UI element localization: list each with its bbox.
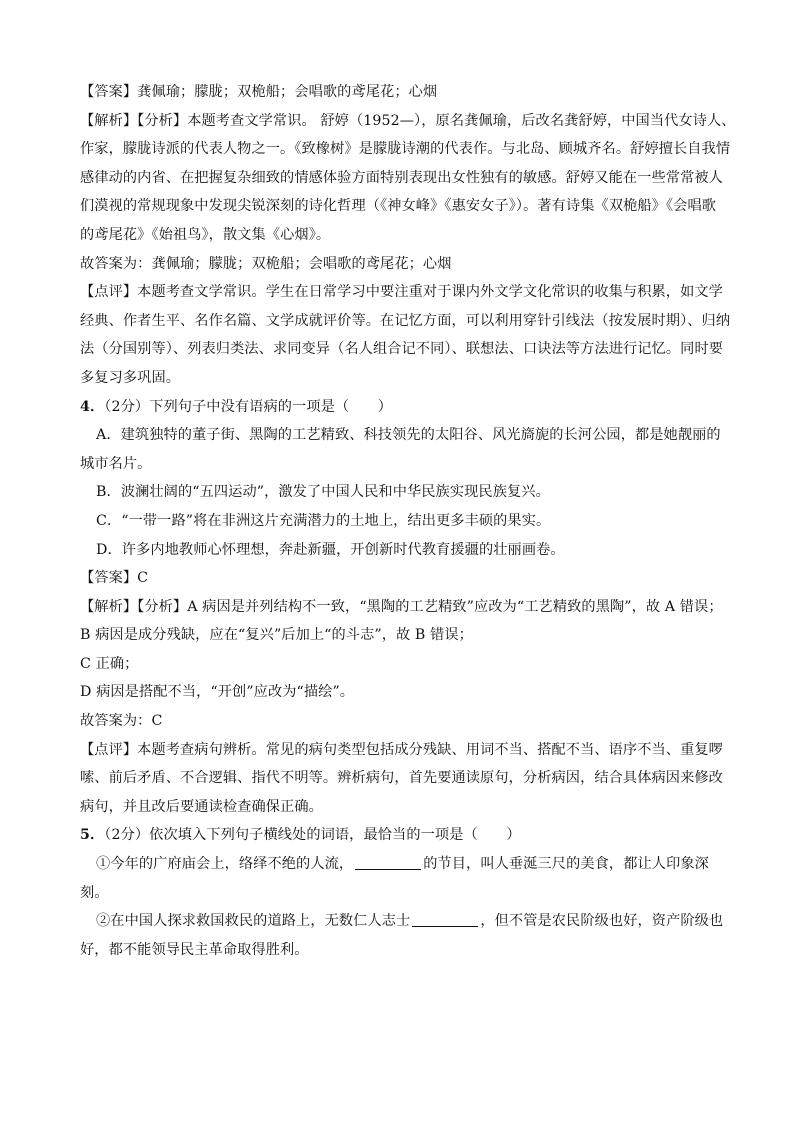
comment-line: 法（分国别等）、列表归类法、求同变异（名人组合记不同）、联想法、口诀法等方法进行记忆。同时要 <box>80 341 724 358</box>
final-answer-q3: 故答案为：龚佩瑜；朦胧；双桅船；会唱歌的鸢尾花；心烟 <box>80 255 452 272</box>
answer-q4: 【答案】C <box>80 570 149 587</box>
analysis-line: D 病因是搭配不当，“开创”应改为“描绘”。 <box>80 684 355 701</box>
comment-line: 嗦、前后矛盾、不合逻辑、指代不明等。辨析病句，首先要通读原句，分析病因，结合具体病因来修改 <box>80 770 723 787</box>
question-stem-text: （2分）下列句子中没有语病的一项是（ ） <box>104 398 393 415</box>
question-5-item-1-continued: 刻。 <box>80 884 109 901</box>
question-4-stem <box>80 393 716 422</box>
question-4-options <box>80 421 721 564</box>
comment-line: 【点评】本题考查病句辨析。常见的病句类型包括成分残缺、用词不当、搭配不当、语序不当、重复啰 <box>80 741 723 758</box>
analysis-line: 作家，朦胧诗派的代表人物之一。《致橡树》是朦胧诗潮的代表作。与北岛、顾城齐名。舒婷擅长自我情 <box>80 141 731 158</box>
option-c: C．“一带一路”将在非洲这片充满潜力的土地上，结出更多丰硕的果实。 <box>96 512 551 529</box>
analysis-q3 <box>80 107 736 250</box>
comment-q3 <box>80 278 731 392</box>
final-answer-q4: 故答案为：C <box>80 713 163 730</box>
question-5-item-2 <box>80 907 724 936</box>
analysis-line: 的鸢尾花》《始祖鸟》，散文集《心烟》。 <box>80 226 331 243</box>
analysis-line: 【解析】【分析】本题考查文学常识。 舒婷（1952—），原名龚佩瑜，后改名龚舒婷，中国当代女诗人、 <box>80 112 736 129</box>
item-text: 的节目，叫人垂涎三尺的美食，都让人印象深 <box>423 856 709 873</box>
option-a: A．建筑独特的董子街、黑陶的工艺精致、科技领先的太阳谷、风光旖旎的长河公园，都是她靓丽的 <box>96 427 721 444</box>
document-page <box>80 78 736 964</box>
option-b: B．波澜壮阔的“五四运动”，激发了中国人民和中华民族实现民族复兴。 <box>96 484 550 501</box>
question-5-item-2-continued: 好，都不能领导民主革命取得胜利。 <box>80 941 309 958</box>
option-d: D．许多内地教师心怀理想，奔赴新疆，开创新时代教育援疆的壮丽画卷。 <box>96 541 565 558</box>
comment-line: 【点评】本题考查文学常识。学生在日常学习中要注重对于课内外文学文化常识的收集与积累，如文学 <box>80 284 723 301</box>
analysis-line: 们漠视的常规现象中发现尖锐深刻的诗化哲理（《神女峰》《惠安女子》）。著有诗集《双桅船》《会唱歌 <box>80 198 717 215</box>
analysis-line: B 病因是成分残缺，应在“复兴”后加上“的斗志”，故 B 错误； <box>80 627 473 644</box>
fill-blank-1 <box>355 855 421 870</box>
item-text: ②在中国人探求救国救民的道路上，无数仁人志士 <box>96 913 411 930</box>
analysis-line: C 正确； <box>80 655 139 672</box>
answer-q3: 【答案】龚佩瑜；朦胧；双桅船；会唱歌的鸢尾花；心烟 <box>80 84 438 100</box>
item-text: ①今年的广府庙会上，络绎不绝的人流， <box>96 856 354 873</box>
question-stem-text: （2分）依次填入下列句子横线处的词语，最恰当的一项是（ ） <box>104 827 521 844</box>
analysis-line: 【解析】【分析】A 病因是并列结构不一致，“黑陶的工艺精致”应改为“工艺精致的黑陶”，故 A 错误； <box>80 598 723 615</box>
question-number: 4． <box>80 398 105 415</box>
question-5-item-1 <box>80 850 716 879</box>
option-a-continued: 城市名片。 <box>80 455 152 472</box>
analysis-line: 感律动的内省、在把握复杂细致的情感体验方面特别表现出女性独有的敏感。舒婷又能在一些常常被人 <box>80 169 723 186</box>
fill-blank-2 <box>412 912 478 927</box>
comment-line: 病句，并且改后要通读检查确保正确。 <box>80 798 323 815</box>
question-5-stem <box>80 821 716 850</box>
item-text: ，但不管是农民阶级也好，资产阶级也 <box>480 913 724 930</box>
question-number: 5． <box>80 827 105 844</box>
comment-q4 <box>80 736 723 822</box>
comment-line: 经典、作者生平、名作名篇、文学成就评价等。在记忆方面，可以利用穿针引线法（按发展时期）、归纳 <box>80 312 731 329</box>
comment-line: 多复习多巩固。 <box>80 369 181 386</box>
analysis-q4 <box>80 593 723 707</box>
